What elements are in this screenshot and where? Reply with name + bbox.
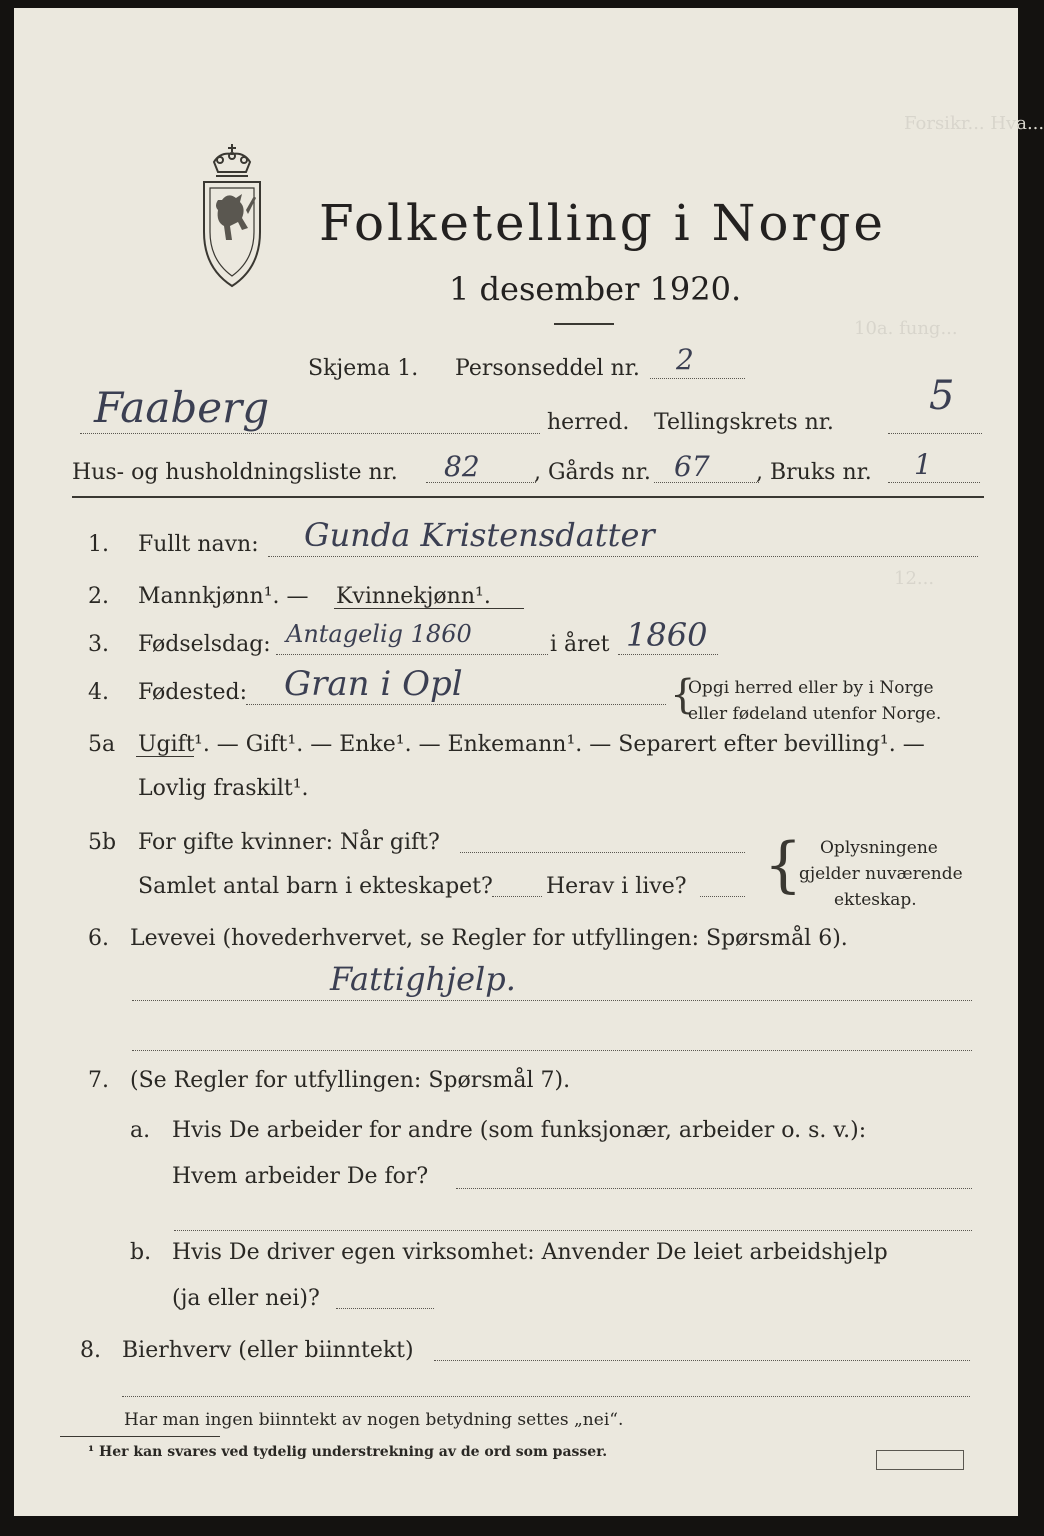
- header-separator: [72, 496, 984, 498]
- q8-line2: [122, 1396, 970, 1397]
- q6-number: 6.: [88, 926, 109, 951]
- q4-number: 4.: [88, 680, 109, 705]
- q7b-letter: b.: [130, 1240, 152, 1265]
- q7a-letter: a.: [130, 1118, 151, 1143]
- q7a-label: Hvis De arbeider for andre (som funksjonær, arbeider o. s. v.):: [172, 1118, 867, 1143]
- herred-line: [80, 433, 540, 434]
- census-date: 1 desember 1920.: [449, 270, 742, 308]
- herred-label: herred.: [547, 410, 630, 435]
- q3-number: 3.: [88, 632, 109, 657]
- q1-line: [268, 556, 978, 557]
- herred-value: Faaberg: [94, 383, 270, 432]
- q4-birthplace: Gran i Opl: [284, 664, 463, 704]
- q8-number: 8.: [80, 1338, 101, 1363]
- q1-number: 1.: [88, 532, 109, 557]
- q5a-options: ¹. — Gift¹. — Enke¹. — Enkemann¹. — Separert efter bevilling¹. —: [194, 732, 925, 757]
- q2-number: 2.: [88, 584, 109, 609]
- bruks-number: 1: [914, 448, 932, 481]
- bruks-label: , Bruks nr.: [756, 460, 872, 485]
- tellingskrets-line: [888, 433, 982, 434]
- q4-label: Fødested:: [138, 680, 248, 705]
- q7b-label2: (ja eller nei)?: [172, 1286, 320, 1311]
- q4-line: [246, 704, 666, 705]
- q5b-note-line1: Oplysningene: [820, 838, 938, 858]
- q5b-married-label: For gifte kvinner: Når gift?: [138, 830, 440, 855]
- q1-full-name: Gunda Kristensdatter: [304, 516, 655, 554]
- norway-coat-of-arms-icon: [192, 140, 272, 300]
- q3-birth-date: Antagelig 1860: [286, 620, 472, 648]
- q3-label: Fødselsdag:: [138, 632, 271, 657]
- q5a-underline: [136, 756, 194, 757]
- q3-line: [276, 654, 548, 655]
- q2-underline: [334, 608, 524, 609]
- q5b-children-label: Samlet antal barn i ekteskapet?: [138, 874, 493, 899]
- q5b-children-line: [492, 896, 542, 897]
- personseddel-line: [650, 378, 745, 379]
- q5a-options-line2: Lovlig fraskilt¹.: [138, 776, 309, 801]
- footer-note: Har man ingen biinntekt av nogen betydning settes „nei“.: [124, 1410, 624, 1430]
- q3-year-label: i året: [550, 632, 610, 657]
- printer-stamp: [876, 1450, 964, 1470]
- hus-number: 82: [444, 450, 480, 483]
- q5b-brace: {: [764, 830, 803, 900]
- q5b-married-line: [460, 852, 745, 853]
- tellingskrets-number: 5: [929, 373, 955, 419]
- gards-number: 67: [674, 450, 710, 483]
- q2-label-male: Mannkjønn¹. —: [138, 584, 309, 609]
- q7a-line1: [456, 1188, 972, 1189]
- hus-label: Hus- og husholdningsliste nr.: [72, 460, 398, 485]
- gards-label: , Gårds nr.: [534, 460, 651, 485]
- q5a-selected-option: Ugift: [138, 732, 195, 757]
- q3-birth-year: 1860: [626, 616, 708, 654]
- q6-occupation: Fattighjelp.: [330, 960, 516, 998]
- q7b-label: Hvis De driver egen virksomhet: Anvender De leiet arbeidshjelp: [172, 1240, 888, 1265]
- q5a-number: 5a: [88, 732, 116, 757]
- page-title: Folketelling i Norge: [319, 194, 886, 252]
- bleed-through-text: 10a. fung...: [854, 318, 958, 339]
- q8-line1: [434, 1360, 970, 1361]
- q4-brace: {: [670, 672, 696, 718]
- q5b-alive-line: [700, 896, 745, 897]
- q7b-line: [336, 1308, 434, 1309]
- q1-label: Fullt navn:: [138, 532, 259, 557]
- q5b-note-line2: gjelder nuværende: [799, 864, 963, 884]
- q7-label: (Se Regler for utfyllingen: Spørsmål 7).: [130, 1068, 571, 1093]
- tellingskrets-label: Tellingskrets nr.: [654, 410, 834, 435]
- q5b-alive-label: Herav i live?: [546, 874, 687, 899]
- title-rule: [554, 323, 614, 325]
- personseddel-number: 2: [676, 343, 694, 376]
- q6-line1: [132, 1000, 972, 1001]
- personseddel-label: Personseddel nr.: [455, 356, 640, 381]
- bruks-line: [888, 482, 980, 483]
- q6-label: Levevei (hovederhvervet, se Regler for utfyllingen: Spørsmål 6).: [130, 926, 848, 951]
- q7a-line2: [174, 1230, 972, 1231]
- footnote-rule: [60, 1436, 220, 1437]
- q2-label-female-selected: Kvinnekjønn¹.: [336, 584, 491, 609]
- q7-number: 7.: [88, 1068, 109, 1093]
- q7a-label2: Hvem arbeider De for?: [172, 1164, 429, 1189]
- bleed-through-text: Forsikr... Hva...: [904, 113, 1044, 134]
- q5b-number: 5b: [88, 830, 117, 855]
- q8-label: Bierhverv (eller biinntekt): [122, 1338, 414, 1363]
- bleed-through-text: 12...: [894, 568, 935, 589]
- q5b-note-line3: ekteskap.: [834, 890, 917, 910]
- q4-note-line2: eller fødeland utenfor Norge.: [688, 704, 942, 724]
- q6-line2: [132, 1050, 972, 1051]
- q4-note-line1: Opgi herred eller by i Norge: [688, 678, 934, 698]
- census-form: [14, 8, 1044, 1516]
- q3-year-line: [618, 654, 718, 655]
- footnote: ¹ Her kan svares ved tydelig understrekning av de ord som passer.: [88, 1444, 608, 1460]
- schema-label: Skjema 1.: [308, 356, 419, 381]
- hus-line: [426, 482, 536, 483]
